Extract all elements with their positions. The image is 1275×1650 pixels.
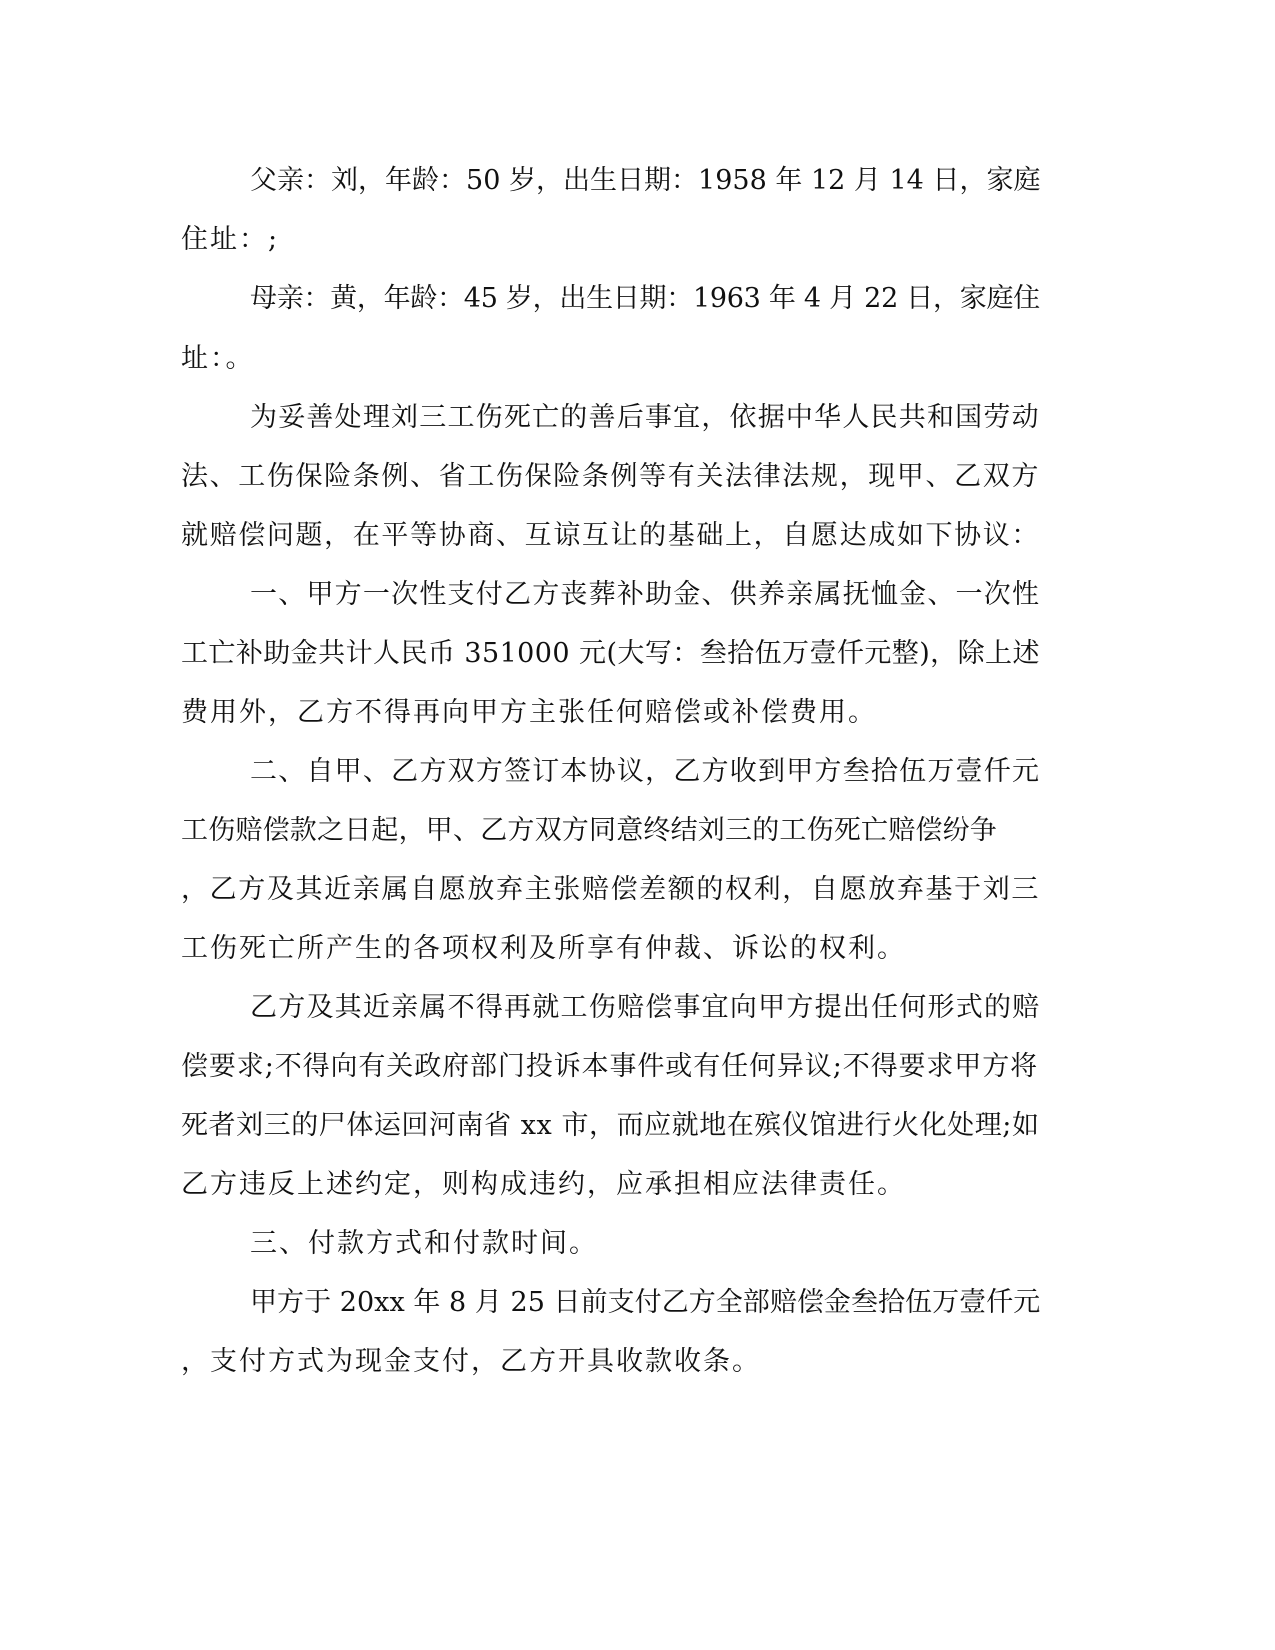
paragraph-obligations-line-4: 乙方违反上述约定，则构成违约，应承担相应法律责任。 xyxy=(181,1169,906,1200)
paragraph-father-line-1: 父亲：刘，年龄：50 岁，出生日期：1958 年 12 月 14 日，家庭 xyxy=(250,165,1041,196)
paragraph-mother-line-2: 址：。 xyxy=(181,343,255,374)
paragraph-preamble-line-3: 就赔偿问题，在平等协商、互谅互让的基础上，自愿达成如下协议： xyxy=(181,520,1040,551)
paragraph-obligations-line-3: 死者刘三的尸体运回河南省 xx 市，而应就地在殡仪馆进行火化处理;如 xyxy=(181,1110,1040,1141)
clause-two-line-4: 工伤死亡所产生的各项权利及所享有仲裁、诉讼的权利。 xyxy=(181,933,906,964)
paragraph-father-line-2: 住址：; xyxy=(181,224,280,255)
clause-two-line-3: ，乙方及其近亲属自愿放弃主张赔偿差额的权利，自愿放弃基于刘三 xyxy=(181,874,1040,905)
clause-one-line-3: 费用外，乙方不得再向甲方主张任何赔偿或补偿费用。 xyxy=(181,697,877,728)
paragraph-preamble-line-2: 法、工伤保险条例、省工伤保险条例等有关法律法规，现甲、乙双方 xyxy=(181,461,1040,492)
paragraph-payment-line-2: ，支付方式为现金支付，乙方开具收款收条。 xyxy=(181,1346,761,1377)
paragraph-payment-line-1: 甲方于 20xx 年 8 月 25 日前支付乙方全部赔偿金叁拾伍万壹仟元 xyxy=(250,1287,1041,1318)
clause-one-line-2: 工亡补助金共计人民币 351000 元(大写：叁拾伍万壹仟元整)，除上述 xyxy=(181,638,1040,669)
paragraph-preamble-line-1: 为妥善处理刘三工伤死亡的善后事宜，依据中华人民共和国劳动 xyxy=(250,402,1040,433)
paragraph-obligations-line-1: 乙方及其近亲属不得再就工伤赔偿事宜向甲方提出任何形式的赔 xyxy=(250,992,1041,1023)
clause-three-heading: 三、付款方式和付款时间。 xyxy=(250,1228,598,1259)
clause-one-line-1: 一、甲方一次性支付乙方丧葬补助金、供养亲属抚恤金、一次性 xyxy=(250,579,1041,610)
paragraph-obligations-line-2: 偿要求;不得向有关政府部门投诉本事件或有任何异议;不得要求甲方将 xyxy=(181,1051,1038,1082)
clause-two-line-1: 二、自甲、乙方双方签订本协议，乙方收到甲方叁拾伍万壹仟元 xyxy=(250,756,1041,787)
clause-two-line-2: 工伤赔偿款之日起，甲、乙方双方同意终结刘三的工伤死亡赔偿纷争 xyxy=(181,815,997,846)
paragraph-mother-line-1: 母亲：黄，年龄：45 岁，出生日期：1963 年 4 月 22 日，家庭住 xyxy=(250,283,1040,314)
